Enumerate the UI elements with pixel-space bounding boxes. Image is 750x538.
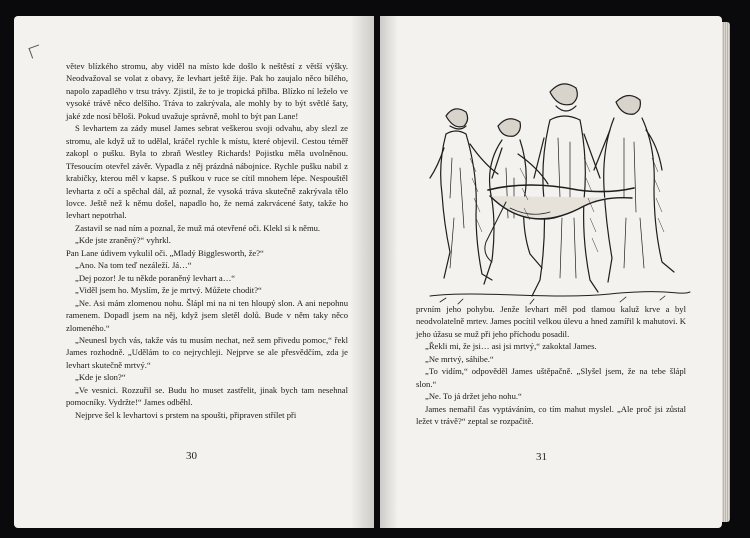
page-corner-mark: [28, 44, 42, 58]
paragraph: „Ano. Na tom teď nezáleží. Já…“: [75, 260, 192, 271]
paragraph: větev blízkého stromu, aby viděl na místo kde došlo k neštěstí z větší výšky. Neodvažoval se volat z obavy, že levhart ještě žije. Pak ho zaujalo něco bílého, napolo zapadlého v trsu trávy. Zjistil, že to je tropická přilba. Blízko ní leželo ve vysoké trávě něco delšího. Tráva to zakrývala, ale mohly by to být světlé šaty, jaké zde nosí běloši. Pokud uvažuje správně, mohl to být pan Lane!: [66, 61, 348, 121]
gutter-shadow: [350, 16, 374, 528]
paragraph: S levhartem za zády musel James sebrat veškerou svoji odvahu, aby slezl ze stromu, ale když už to udělal, kráčel rychle k místu, které objevil. Cestou téměř zakopl o pušku. Byla to zbraň Westley Richards! Pojistku měla uvolněnou. Třesoucím otevřel závěr. Vypadla z něj prázdná nábojnice. Rychle pušku nabil z krabičky, kterou měl v kapse. S puškou v ruce se cítil mnohem lépe. Nespouštěl levharta z očí a spěchal dál, až poznal, že vysoká tráva skutečně zakrývala tělo lovce. Ještě než k němu došel, napadlo ho, že nemá zakrvácené šaty, takže ho levhart nepotrhal.: [66, 123, 348, 221]
paragraph: „Viděl jsem ho. Myslím, že je mrtvý. Můžete chodit?“: [75, 285, 262, 296]
men-carrying-wounded-hunter-illustration: [410, 68, 696, 308]
page-edges: [722, 22, 730, 522]
paragraph: „Ne. To já držet jeho nohu.“: [425, 391, 522, 402]
paragraph: „Neunesl bych vás, takže vás tu musím nechat, než sem přivedu pomoc,“ řekl James rozhodně. „Udělám to co nejrychleji. Nejprve se ale přesvědčím, zda je levhart skutečně mrtvý.“: [66, 334, 348, 370]
paragraph: „Ne. Asi mám zlomenou nohu. Šlápl mi na ni ten hloupý slon. A ani nepohnu ramenem. Dopadl jsem na něj, když jsem sletěl dolů. Bude v něm taky něco zlomeného.“: [66, 297, 348, 333]
paragraph: „Dej pozor! Je tu někde poraněný levhart a…“: [75, 272, 236, 283]
paragraph: „To vidím,“ odpověděl James uštěpačně. „Slyšel jsem, že na tebe šlápl slon.“: [416, 366, 686, 389]
paragraph: Pan Lane údivem vykulil oči. „Mladý Bigglesworth, že?“: [66, 247, 264, 258]
left-page-text: [66, 60, 348, 421]
paragraph: James nemařil čas vyptáváním, co tím mahut myslel. „Ale proč jsi zůstal ležet v trávě?“ zeptal se rozpačitě.: [416, 403, 686, 427]
paragraph: Nejprve šel k levhartovi s prstem na spoušti, připraven střílet při: [75, 409, 297, 420]
page-number-left: 30: [186, 450, 197, 462]
paragraph: „Ve vesnici. Rozzuřil se. Budu ho muset zastřelit, jinak bych tam nesehnal pomocníky. Vydržte!“ James odběhl.: [66, 384, 348, 408]
paragraph: „Ne mrtvý, sáhibe.“: [425, 353, 494, 364]
paragraph: prvním jeho pohybu. Jenže levhart měl pod tlamou kaluž krve a byl neodvolatelně mrtev. James pocítil velkou úlevu a hned zamířil k mahutovi. K jeho úžasu se muž při jeho příchodu posadil.: [416, 304, 686, 339]
paragraph: Zastavil se nad ním a poznal, že muž má otevřené oči. Klekl si k němu.: [75, 222, 321, 233]
paragraph: „Řekli mi, že jsi… asi jsi mrtvý,“ zakoktal James.: [425, 341, 597, 352]
page-number-right: 31: [536, 451, 547, 463]
paragraph: „Kde je slon?“: [75, 372, 126, 383]
paragraph: „Kde jste zraněný?“ vyhrkl.: [75, 235, 171, 246]
right-page-text: [416, 303, 686, 428]
